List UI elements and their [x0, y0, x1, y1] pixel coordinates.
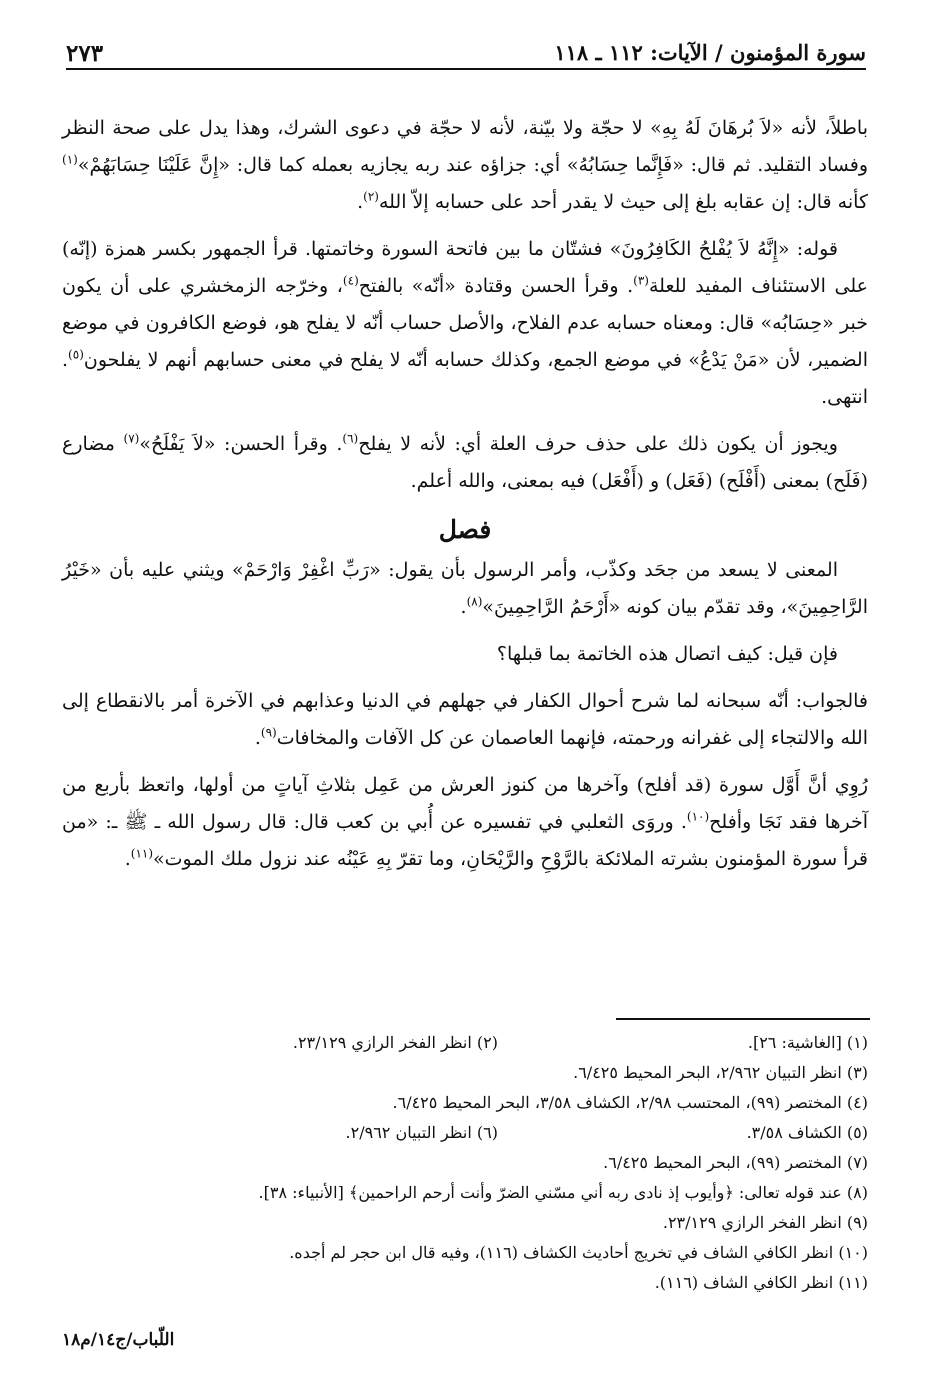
- footnote-5: (٥) الكشاف ٣/٥٨.: [746, 1123, 868, 1142]
- text-span: رُوِي أنَّ أَوَّل سورة (قد أفلح) وآخرها من كنوز العرش من عَمِل بثلاثِ آياتٍ من أولها، واتعظ بأربع من آخرها فقد نَجَا وأفلح: [62, 774, 868, 833]
- footnote-ref: (٣): [633, 273, 649, 288]
- text-span: . وقرأ الحسن وقتادة «أنّه» بالفتح: [358, 275, 634, 297]
- footnote-separator: [616, 1018, 870, 1020]
- footnote-7: (٧) المختصر (٩٩)، البحر المحيط ٦/٤٢٥.: [603, 1153, 868, 1172]
- footnote-1: (١) [الغاشية: ٢٦].: [747, 1033, 868, 1052]
- running-title: سورة المؤمنون / الآيات: ١١٢ ـ ١١٨: [554, 40, 866, 65]
- paragraph-7: [62, 767, 868, 878]
- footnote-row: [62, 1118, 868, 1148]
- footnote-ref: (١١): [130, 846, 154, 861]
- text-span: باطلاً، لأنه «لاَ بُرهَانَ لَهُ بِهِ» لا حجّة ولا بيّنة، لأنه لا حجّة في دعوى الشرك، وهذا يدل على صحة النظر وفساد التقليد. ثم قال: «فَإِنَّما حِسَابُهُ» أي: جزاؤه عند ربه يجازيه بعمله كما قال: «إِنَّ عَلَيْنَا حِسَابَهُمْ»: [62, 117, 868, 176]
- footnote-3: (٣) انظر التبيان ٢/٩٦٢، البحر المحيط ٦/٤٢٥.: [573, 1063, 868, 1082]
- text-span: مضارع (فَلَح) بمعنى (أَفْلَح) (فَعَل) و (أَفْعَل) فيه بمعنى، والله أعلم.: [62, 433, 868, 492]
- section-heading: فصل: [438, 515, 492, 544]
- page-header: [66, 38, 866, 78]
- footnote-10: (١٠) انظر الكافي الشاف في تخريج أحاديث الكشاف (١١٦)، وفيه قال ابن حجر لم أجده.: [289, 1243, 868, 1262]
- text-span: .: [124, 848, 131, 870]
- text-span: قوله: «إِنَّهُ لاَ يُفْلحُ الكَافِرُونَ» فشتّان ما بين فاتحة السورة وخاتمتها. قرأ الجمهور بكسر همزة (إنّه) على الاستئناف المفيد للعلة: [62, 238, 868, 297]
- footnote-9: (٩) انظر الفخر الرازي ٢٣/١٢٩.: [662, 1213, 868, 1232]
- footnote-2: (٢) انظر الفخر الرازي ٢٣/١٢٩.: [292, 1033, 498, 1052]
- main-text: [62, 110, 868, 888]
- header-rule: [66, 68, 866, 70]
- text-span: المعنى لا يسعد من جحَد وكذّب، وأمر الرسول بأن يقول: «رَبِّ اغْفِرْ وَارْحَمْ» ويثني عليه بأن «خَيْرُ الرَّاحِمِينَ»، وقد تقدّم بيان كونه «أَرْحَمُ الرَّاحِمِينَ»: [62, 559, 868, 618]
- footnote-11: (١١) انظر الكافي الشاف (١١٦).: [654, 1273, 868, 1292]
- footnote-ref: (١): [62, 152, 78, 167]
- text-span: . وقرأ الحسن: «لاَ يَفْلَحُ»: [139, 433, 343, 455]
- page-number: ٢٧٣: [66, 40, 104, 67]
- footnote-ref: (٢): [363, 189, 379, 204]
- footnote-ref: (٩): [260, 725, 277, 740]
- footnote-4: (٤) المختصر (٩٩)، المحتسب ٢/٩٨، الكشاف ٣/٥٨، البحر المحيط ٦/٤٢٥.: [392, 1093, 868, 1112]
- text-span: ويجوز أن يكون ذلك على حذف حرف العلة أي: لأنه لا يفلح: [358, 433, 838, 455]
- footnote-8: (٨) عند قوله تعالى: ﴿وأيوب إذ نادى ربه أني مسّني الضرّ وأنت أرحم الراحمين﴾ [الأنبياء: ٣٨].: [258, 1183, 868, 1202]
- footnote-ref: (٤): [342, 273, 359, 288]
- paragraph-1: [62, 110, 868, 221]
- text-span: كأنه قال: إن عقابه بلغ إلى حيث لا يقدر أحد على حسابه إلاّ الله: [378, 191, 868, 213]
- text-span: .: [460, 596, 467, 618]
- text-span: ، وخرّجه الزمخشري على أن يكون خبر «حِسَابُه» قال: ومعناه حسابه عدم الفلاح، والأصل حساب أنّه لا يفلح هو، فوضع الكافرون في موضع الضمير، لأن «مَنْ يَدْعُ» في موضع الجمع، وكذلك حسابه أنّه لا يفلح في معنى حسابهم أنهم لا يفلحون: [62, 275, 868, 371]
- footnote-ref: (٥): [68, 347, 84, 362]
- text-span: .: [357, 191, 364, 213]
- text-span: . وروَى الثعلبي في تفسيره عن أُبي بن كعب قال: قال رسول الله ـ ﷺ ـ: «من قرأ سورة المؤمنون بشرته الملائكة بالرَّوْحِ والرَّيْحَانِ، وما تقرّ بِهِ عَيْنُه عند نزول ملك الموت»: [62, 811, 868, 870]
- footnote-6: (٦) انظر التبيان ٢/٩٦٢.: [345, 1123, 498, 1142]
- paragraph-5: فإن قيل: كيف اتصال هذه الخاتمة بما قبلها؟: [496, 643, 838, 665]
- footnote-ref: (٨): [466, 594, 483, 609]
- text-span: . انتهى.: [62, 349, 868, 408]
- text-span: .: [254, 727, 261, 749]
- footnote-ref: (٦): [342, 431, 359, 446]
- footnotes: [62, 1028, 868, 1298]
- paragraph-6: [62, 683, 868, 757]
- paragraph-3: [62, 426, 868, 500]
- paragraph-2: [62, 231, 868, 416]
- footnote-row: [62, 1028, 868, 1058]
- footnote-ref: (١٠): [686, 809, 710, 824]
- text-span: فالجواب: أنّه سبحانه لما شرح أحوال الكفار في جهلهم في الدنيا وعذابهم في الآخرة أمر بالانقطاع إلى الله والالتجاء إلى غفرانه ورحمته، فإنهما العاصمان عن كل الآفات والمخافات: [62, 690, 868, 749]
- printer-signature: اللّباب/ج١٤/م١٨: [62, 1330, 175, 1350]
- paragraph-4: [62, 552, 868, 626]
- footnote-ref: (٧): [123, 431, 140, 446]
